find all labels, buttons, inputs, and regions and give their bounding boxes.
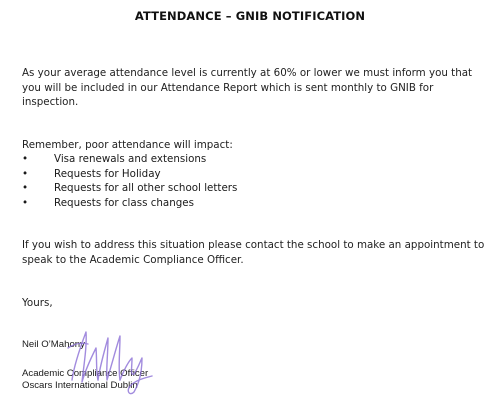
letter-title: ATTENDANCE – GNIB NOTIFICATION — [134, 9, 366, 23]
impact-intro: Remember, poor attendance will impact: — [22, 139, 233, 151]
closing-salutation: Yours, — [22, 297, 53, 309]
signer-title: Academic Compliance Officer — [22, 368, 149, 379]
list-item-text: Requests for class changes — [54, 196, 194, 209]
bullet-marker: • — [22, 167, 29, 180]
attendance-paragraph: As your average attendance level is currently at 60% or lower we must inform you that you will be included in our Attendance Report which is sent monthly to GNIB for inspection. — [22, 67, 473, 109]
impact-list — [22, 152, 237, 210]
list-item-text: Visa renewals and extensions — [54, 153, 207, 165]
list-item-text: Requests for Holiday — [54, 167, 161, 180]
list-item — [22, 167, 237, 182]
bullet-marker: • — [22, 153, 29, 165]
contact-paragraph: If you wish to address this situation please contact the school to make an appointment to speak to the Academic Compliance Officer. — [22, 239, 485, 266]
bullet-marker: • — [22, 182, 29, 195]
signer-organization: Oscars International Dublin — [22, 380, 138, 392]
bullet-marker: • — [22, 196, 29, 209]
list-item — [22, 152, 237, 167]
list-item — [22, 196, 237, 211]
signer-name: Neil O’Mahony — [22, 339, 85, 350]
handwritten-signature — [60, 318, 160, 398]
list-item — [22, 181, 237, 196]
list-item-text: Requests for all other school letters — [54, 182, 238, 195]
